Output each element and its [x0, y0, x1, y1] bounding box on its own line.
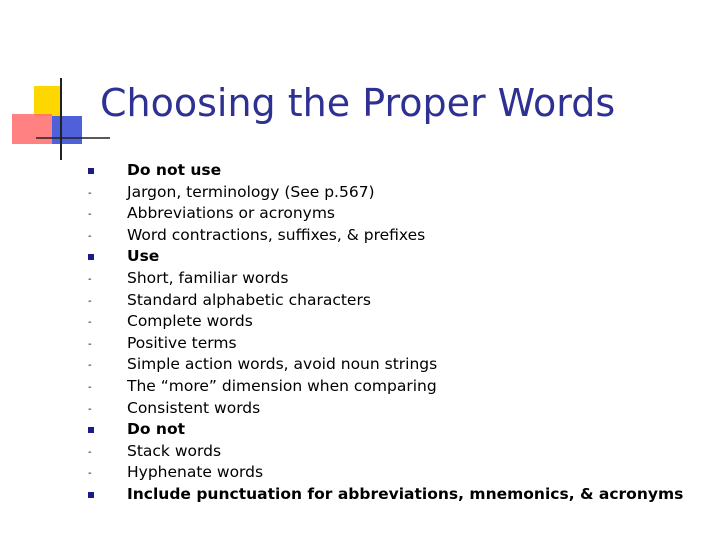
bullet-sub-item [88, 462, 688, 484]
dash-bullet-icon [88, 225, 102, 247]
bullet-sub-item [88, 225, 688, 247]
bullet-heading-item [88, 484, 688, 506]
logo-yellow-square [34, 86, 62, 116]
bullet-text: Do not use [127, 161, 222, 179]
dash-bullet-icon [88, 376, 102, 398]
dash-bullet-icon [88, 268, 102, 290]
slide-title: Choosing the Proper Words [100, 81, 616, 125]
dash-bullet-icon [88, 311, 102, 333]
bullet-sub-item [88, 441, 688, 463]
bullet-text: Jargon, terminology (See p.567) [127, 182, 375, 201]
bullet-sub-item [88, 268, 688, 290]
dash-bullet-icon [88, 182, 102, 204]
square-bullet-icon [88, 419, 102, 441]
bullet-text: Do not [127, 420, 186, 439]
bullet-text: Consistent words [127, 398, 261, 417]
bullet-list [88, 160, 688, 506]
bullet-text: Complete words [127, 312, 253, 331]
square-bullet-icon [88, 246, 102, 268]
bullet-text: The “more” dimension when comparing [127, 376, 437, 395]
logo-blue-square [52, 116, 82, 144]
dash-bullet-icon [88, 203, 102, 225]
bullet-text: Positive terms [127, 333, 237, 352]
bullet-text: Word contractions, suffixes, & prefixes [127, 225, 426, 244]
dash-bullet-icon [88, 462, 102, 484]
bullet-text: Include punctuation for abbreviations, mnemonics, & acronyms [127, 484, 684, 503]
bullet-sub-item [88, 182, 688, 204]
bullet-heading-item [88, 246, 688, 268]
dash-bullet-icon [88, 354, 102, 376]
square-bullet-icon [88, 160, 102, 182]
bullet-text: Standard alphabetic characters [127, 290, 371, 309]
bullet-heading-item [88, 160, 688, 182]
bullet-sub-item [88, 354, 688, 376]
dash-bullet-icon [88, 333, 102, 355]
bullet-sub-item [88, 311, 688, 333]
dash-bullet-icon [88, 441, 102, 463]
bullet-sub-item [88, 333, 688, 355]
square-bullet-icon [88, 484, 102, 506]
bullet-text: Stack words [127, 441, 222, 460]
bullet-sub-item [88, 203, 688, 225]
dash-bullet-icon [88, 398, 102, 420]
bullet-sub-item [88, 398, 688, 420]
bullet-text: Use [127, 247, 160, 266]
bullet-text: Hyphenate words [127, 463, 264, 482]
bullet-text: Short, familiar words [127, 268, 289, 287]
bullet-text: Abbreviations or acronyms [127, 204, 336, 223]
logo-red-square [12, 114, 52, 144]
decorative-logo-graphic [0, 0, 110, 170]
bullet-sub-item [88, 376, 688, 398]
bullet-text: Simple action words, avoid noun strings [127, 355, 438, 374]
bullet-heading-item [88, 419, 688, 441]
bullet-sub-item [88, 290, 688, 312]
dash-bullet-icon [88, 290, 102, 312]
